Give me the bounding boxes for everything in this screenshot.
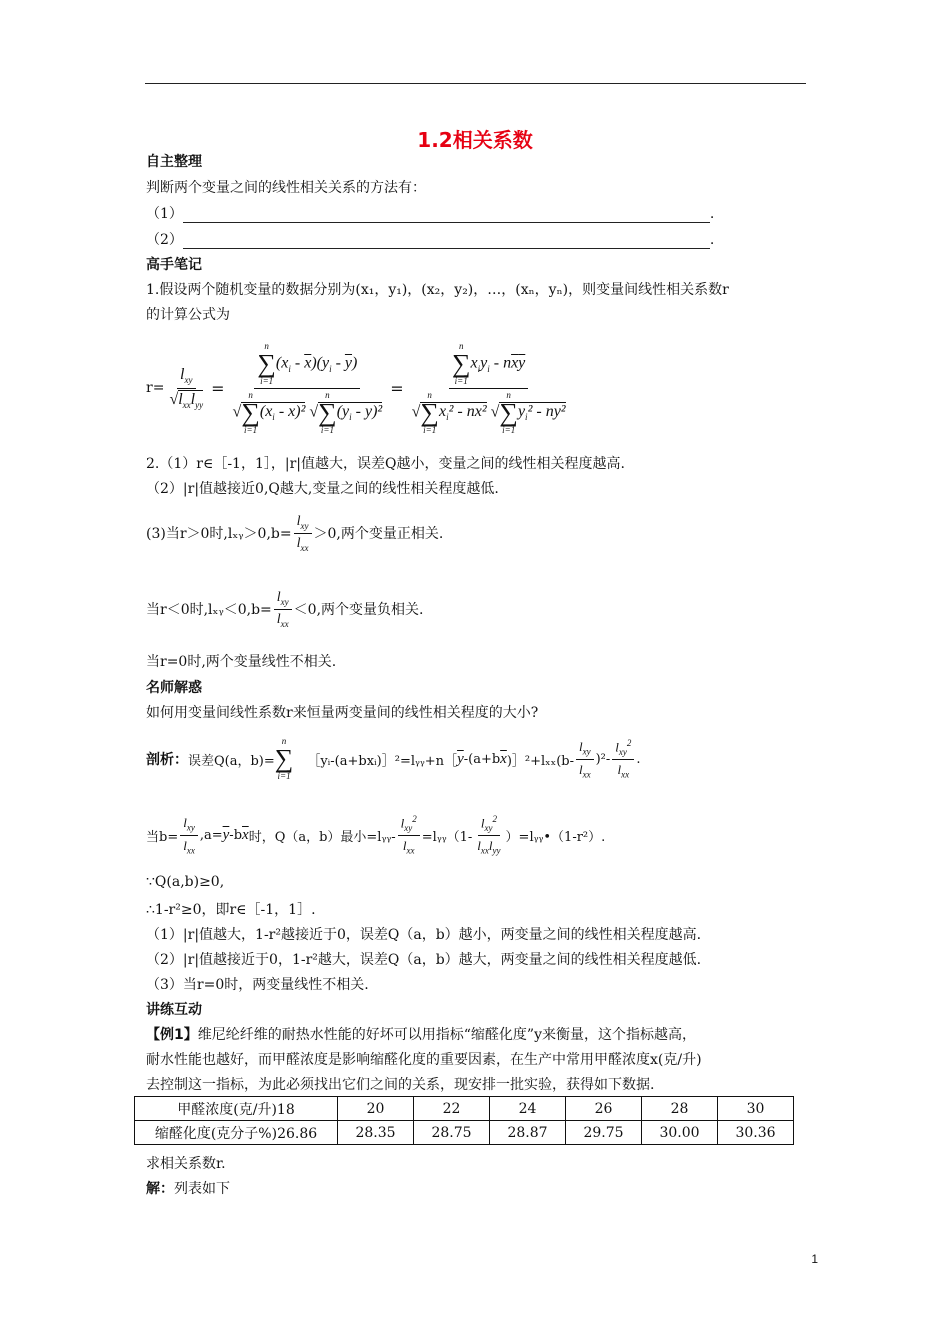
table-cell: 20 [338,1097,414,1121]
table-cell: 甲醛浓度(克/升)18 [135,1097,338,1121]
top-rule [145,83,806,84]
table-cell: 28.75 [414,1121,490,1145]
analysis-line-2: 当b= $\frac{l_{xy}}{l_{xx}}$ ,a= $\overline{y}$ -b $\overline{x}$ 时，Q（a，b）最小=lᵧᵧ- $\frac{l_{xy}^2}{l_{xx}}$ =lᵧᵧ（1- $\frac{l_{xy}^2}{l_{xx}l_{yy}}$ ）=lᵧᵧ•（1-r²）. [146,814,606,856]
heading-self-study: 自主整理 [146,154,202,170]
page-number: 1 [811,1252,818,1266]
example-line-3: 去控制这一指标，为此必须找出它们之间的关系，现安排一批实验，获得如下数据. [146,1077,655,1093]
heading-practice: 讲练互动 [146,1002,202,1018]
table-cell: 28 [642,1097,718,1121]
analysis-line-1: 剖析： 误差Q(a，b)= n ∑ i=1 ［yᵢ-(a+bxᵢ)］²=lᵧᵧ+n［ $\overline{y}$ -(a+b $\overline{x}$ )］²+lₓₓ(b- $\frac{l_{xy}}{l_{xx}}$ )²- $\frac{l_{xy}^2}{l_{xx}}$ . [146,736,641,781]
table-cell: 28.35 [338,1121,414,1145]
analysis-l2: ∴1-r²≥0，即r∈［-1，1］. [146,902,316,918]
table-cell: 24 [490,1097,566,1121]
example-line-2: 耐水性能也越好，而甲醛浓度是影响缩醛化度的重要因素，在生产中常用甲醛浓度x(克/升) [146,1052,702,1068]
note-2-2: （2）|r|值越接近0,Q越大,变量之间的线性相关程度越低. [146,481,499,497]
page-title: 1.2相关系数 [417,128,533,152]
table-cell: 22 [414,1097,490,1121]
table-cell: 30.00 [642,1121,718,1145]
table-row [135,1121,794,1145]
table-cell: 29.75 [566,1121,642,1145]
s2-p1a: 1.假设两个随机变量的数据分别为(x₁，y₁)，(x₂，y₂)，…，(xₙ，yₙ)，则变量间线性相关系数r [146,282,729,298]
s3-question: 如何用变量间线性系数r来恒量两变量间的线性相关程度的大小? [146,705,539,721]
analysis-l3: （1）|r|值越大，1-r²越接近于0，误差Q（a，b）越小，两变量之间的线性相关程度越高. [146,927,702,943]
table-cell: 30.36 [718,1121,794,1145]
note-4: 当r＜0时,lₓᵧ＜0,b= $\frac{l_{xy}}{l_{xx}}$ ＜0,两个变量负相关. [146,589,424,629]
analysis-l1: ∵Q(a,b)≥0, [146,874,225,890]
correlation-formula: r= $\frac{l_{xy}}{√l_{xx}l_{yy}}$ = n ∑ i=1 $(x_i - \overline{x})(y_i - \overline{y})$ √ n ∑ i=1 $(x_i - \overline{x})^2$ √ n ∑ i=1 $(y_i - \overline{y})^2$ = n ∑ i=1 $x_iy_i - n\overline{x}\overline{y}$ √ n ∑ i=1 $x_i^2 - n\overline{x}^2$ √ n ∑ i=1 $y_i^2 - n\overline{y}^2$ [146,340,566,435]
note-2-1: 2.（1）r∈［-1，1］，|r|值越大，误差Q越小，变量之间的线性相关程度越高. [146,456,625,472]
example-line-1: 【例1】维尼纶纤维的耐热水性能的好坏可以用指标“缩醛化度”y来衡量，这个指标越高， [146,1027,696,1043]
table-cell: 30 [718,1097,794,1121]
table-cell: 28.87 [490,1121,566,1145]
heading-expert-notes: 高手笔记 [146,257,202,273]
table-row [135,1097,794,1121]
s2-p1b: 的计算公式为 [146,307,230,323]
heading-teacher-explains: 名师解惑 [146,680,202,696]
note-3: (3)当r＞0时,lₓᵧ＞0,b= $\frac{l_{xy}}{l_{xx}}$ ＞0,两个变量正相关. [146,513,444,553]
analysis-l4: （2）|r|值越接近于0，1-r²越大，误差Q（a，b）越大，两变量之间的线性相关程度越低. [146,952,702,968]
data-table [134,1096,794,1145]
analysis-l5: （3）当r=0时，两变量线性不相关. [146,977,369,993]
solution-line: 解：列表如下 [146,1181,230,1197]
table-cell: 26 [566,1097,642,1121]
note-5: 当r=0时,两个变量线性不相关. [146,654,337,670]
blank-line-1: （1） . [146,206,715,222]
blank-line-2: （2） . [146,232,715,248]
ask-line: 求相关系数r. [146,1156,226,1172]
s1-text: 判断两个变量之间的线性相关关系的方法有： [146,180,426,196]
table-cell: 缩醛化度(克分子%)26.86 [135,1121,338,1145]
